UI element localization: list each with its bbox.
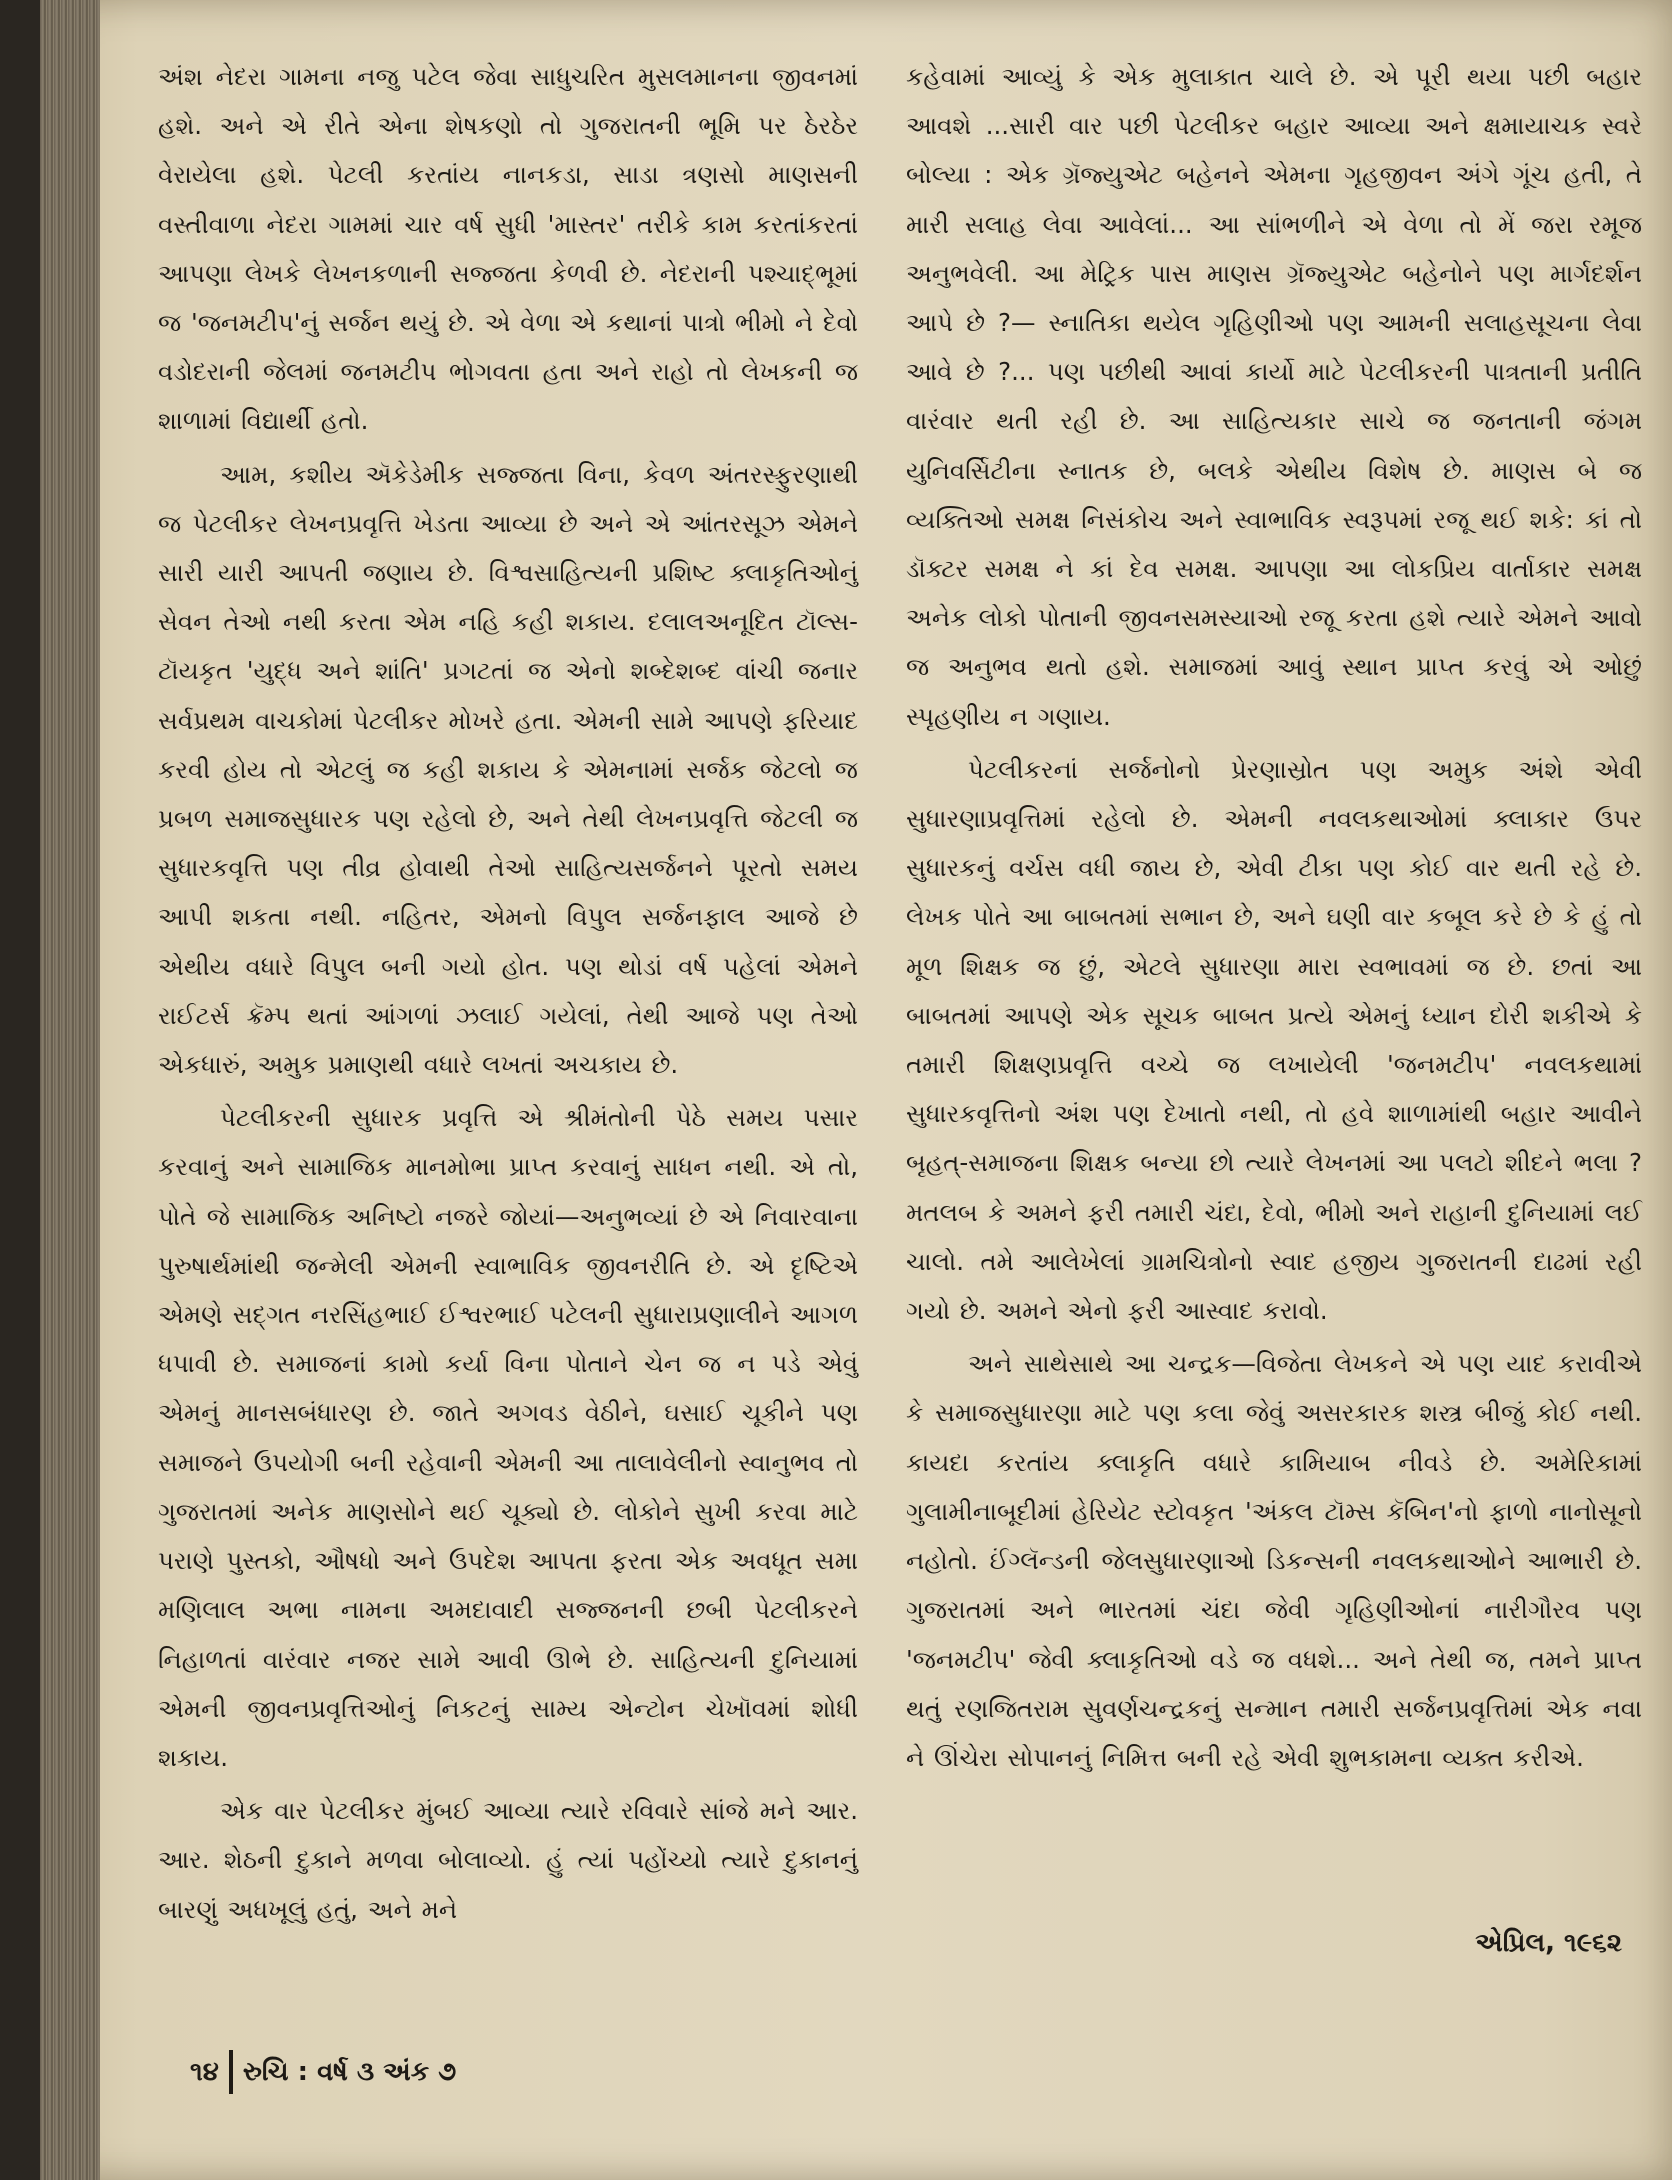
right-paragraph-2: પેટલીકરનાં સર્જનોનો પ્રેરણાસ્રોત પણ અમુક અંશે એવી સુધારણાપ્રવૃત્તિમાં રહેલો છે. એમની નવલકથાઓમાં ક્લાકાર ઉપર સુધારકનું વર્ચસ વધી જાય છે, એવી ટીકા પણ કોઈ વાર થતી રહે છે. લેખક પોતે આ બાબતમાં સભાન છે, અને ઘણી વાર કબૂલ કરે છે કે હું તો મૂળ શિક્ષક જ છું, એટલે સુધારણા મારા સ્વભાવમાં જ છે. છતાં આ બાબતમાં આપણે એક સૂચક બાબત પ્રત્યે એમનું ધ્યાન દોરી શકીએ કે તમારી શિક્ષણપ્રવૃત્તિ વચ્ચે જ લખાયેલી 'જનમટીપ' નવલકથામાં સુધારકવૃત્તિનો અંશ પણ દેખાતો નથી, તો હવે શાળામાંથી બહાર આવીને બૃહત્-સમાજના શિક્ષક બન્યા છો ત્યારે લેખનમાં આ પલટો શીદને ભલા ? મતલબ કે અમને ફરી તમારી ચંદા, દેવો, ભીમો અને રાહાની દુનિયામાં લઈ ચાલો. તમે આલેખેલાં ગ્રામચિત્રોનો સ્વાદ હજીય ગુજરાતની દાઢમાં રહી ગયો છે. અમને એનો ફરી આસ્વાદ કરાવો. [906,754,1642,1326]
left-paragraph-3: પેટલીકરની સુધારક પ્રવૃત્તિ એ શ્રીમંતોની પેઠે સમય પસાર કરવાનું અને સામાજિક માનમોભા પ્રાપ્ત કરવાનું સાધન નથી. એ તો, પોતે જે સામાજિક અનિષ્ટો નજરે જોયાં—અનુભવ્યાં છે એ નિવારવાના પુરુષાર્થમાંથી જન્મેલી એમની સ્વાભાવિક જીવનરીતિ છે. એ દૃષ્ટિએ એમણે સદ્ગત નરસિંહભાઈ ઈશ્વરભાઈ પટેલની સુધારાપ્રણાલીને આગળ ધપાવી છે. સમાજનાં કામો કર્યા વિના પોતાને ચેન જ ન પડે એવું એમનું માનસબંધારણ છે. જાતે અગવડ વેઠીને, ઘસાઈ ચૂકીને પણ સમાજને ઉપયોગી બની રહેવાની એમની આ તાલાવેલીનો સ્વાનુભવ તો ગુજરાતમાં અનેક માણસોને થઈ ચૂક્યો છે. લોકોને સુખી કરવા માટે પરાણે પુસ્તકો, ઔષધો અને ઉપદેશ આપતા ફરતા એક અવધૂત સમા મણિલાલ અભા નામના અમદાવાદી સજ્જનની છબી પેટલીકરને નિહાળતાં વારંવાર નજર સામે આવી ઊભે છે. સાહિત્યની દુનિયામાં એમની જીવનપ્રવૃત્તિઓનું નિકટનું સામ્ય એન્ટોન ચેખૉવમાં શોધી શકાય. [158,1103,858,1772]
page-footer [190,2050,456,2094]
magazine-issue-label: રુચિ : વર્ષ ૩ અંક ૭ [242,2056,457,2087]
left-paragraph-4: એક વાર પેટલીકર મુંબઈ આવ્યા ત્યારે રવિવારે સાંજે મને આર. આર. શેઠની દુકાને મળવા બોલાવ્યો. હું ત્યાં પહોંચ્યો ત્યારે દુકાનનું બારણું અધખૂલું હતું, અને મને [158,1796,858,1924]
magazine-page [40,0,1672,2180]
right-paragraph-3: અને સાથેસાથે આ ચન્દ્રક—વિજેતા લેખકને એ પણ યાદ કરાવીએ કે સમાજસુધારણા માટે પણ કલા જેવું અસરકારક શસ્ત્ર બીજું કોઈ નથી. કાયદા કરતાંય ક્લાકૃતિ વધારે કામિયાબ નીવડે છે. અમેરિકામાં ગુલામીનાબૂદીમાં હેરિયેટ સ્ટોવકૃત 'અંકલ ટૉમ્સ કૅબિન'નો ફાળો નાનોસૂનો નહોતો. ઈંગ્લૅન્ડની જેલસુધારણાઓ ડિકન્સની નવલકથાઓને આભારી છે. ગુજરાતમાં અને ભારતમાં ચંદા જેવી ગૃહિણીઓનાં નારીગૌરવ પણ 'જનમટીપ' જેવી ક્લાકૃતિઓ વડે જ વધશે... અને તેથી જ, તમને પ્રાપ્ત થતું રણજિતરામ સુવર્ણચન્દ્રકનું સન્માન તમારી સર્જનપ્રવૃત્તિમાં એક નવા ને ઊંચેરા સોપાનનું નિમિત્ત બની રહે એવી શુભકામના વ્યક્ત કરીએ. [906,1349,1642,1772]
left-paragraph-2: આમ, કશીય ઍકેડેમીક સજ્જતા વિના, કેવળ અંતરસ્ફુરણાથી જ પેટલીકર લેખનપ્રવૃત્તિ ખેડતા આવ્યા છે અને એ આંતરસૂઝ એમને સારી યારી આપતી જણાય છે. વિશ્વસાહિત્યની પ્રશિષ્ટ ક્લાકૃતિઓનું સેવન તેઓ નથી કરતા એમ નહિ કહી શકાય. દલાલઅનૂદિત ટૉલ્સ-ટૉયકૃત 'યુદ્ધ અને શાંતિ' પ્રગટતાં જ એનો શબ્દેશબ્દ વાંચી જનાર સર્વપ્રથમ વાચકોમાં પેટલીકર મોખરે હતા. એમની સામે આપણે ફરિયાદ કરવી હોય તો એટલું જ કહી શકાય કે એમનામાં સર્જક જેટલો જ પ્રબળ સમાજસુધારક પણ રહેલો છે, અને તેથી લેખનપ્રવૃત્તિ જેટલી જ સુધારકવૃત્તિ પણ તીવ્ર હોવાથી તેઓ સાહિત્યસર્જનને પૂરતો સમય આપી શકતા નથી. નહિતર, એમનો વિપુલ સર્જનફાલ આજે છે એથીય વધારે વિપુલ બની ગયો હોત. પણ થોડાં વર્ષ પહેલાં એમને રાઈટર્સ ક્રૅમ્પ થતાં આંગળાં ઝલાઈ ગયેલાં, તેથી આજે પણ તેઓ એકધારું, અમુક પ્રમાણથી વધારે લખતાં અચકાય છે. [158,459,858,1080]
left-text-column [158,52,858,1934]
page-number: ૧૪ [190,2056,219,2087]
article-date-signoff: એપ્રિલ, ૧૯૬૨ [1475,1928,1622,1958]
right-paragraph-1: કહેવામાં આવ્યું કે એક મુલાકાત ચાલે છે. એ પૂરી થયા પછી બહાર આવશે ...સારી વાર પછી પેટલીકર બહાર આવ્યા અને ક્ષમાયાચક સ્વરે બોલ્યા : એક ગ્રૅજ્યુએટ બહેનને એમના ગૃહજીવન અંગે ગૂંચ હતી, તે મારી સલાહ લેવા આવેલાં... આ સાંભળીને એ વેળા તો મેં જરા રમૂજ અનુભવેલી. આ મેટ્રિક પાસ માણસ ગ્રૅજ્યુએટ બહેનોને પણ માર્ગદર્શન આપે છે ?— સ્નાતિકા થયેલ ગૃહિણીઓ પણ આમની સલાહસૂચના લેવા આવે છે ?... પણ પછીથી આવાં કાર્યો માટે પેટલીકરની પાત્રતાની પ્રતીતિ વારંવાર થતી રહી છે. આ સાહિત્યકાર સાચે જ જનતાની જંગમ યુનિવર્સિટીના સ્નાતક છે, બલકે એથીય વિશેષ છે. માણસ બે જ વ્યક્તિઓ સમક્ષ નિસંકોચ અને સ્વાભાવિક સ્વરૂપમાં રજૂ થઈ શકે: કાં તો ડૉક્ટર સમક્ષ ને કાં દેવ સમક્ષ. આપણા આ લોકપ્રિય વાર્તાકાર સમક્ષ અનેક લોકો પોતાની જીવનસમસ્યાઓ રજૂ કરતા હશે ત્યારે એમને આવો જ અનુભવ થતો હશે. સમાજમાં આવું સ્થાન પ્રાપ્ત કરવું એ ઓછું સ્પૃહણીય ન ગણાય. [906,62,1642,731]
page-stack-edge [40,0,100,2180]
right-text-column [906,52,1642,1782]
footer-divider [229,2050,233,2094]
left-paragraph-1: અંશ નેદરા ગામના નજુ પટેલ જેવા સાધુચરિત મુસલમાનના જીવનમાં હશે. અને એ રીતે એના શેષકણો તો ગુજરાતની ભૂમિ પર ઠેરઠેર વેરાયેલા હશે. પેટલી કરતાંય નાનકડા, સાડા ત્રણસો માણસની વસ્તીવાળા નેદરા ગામમાં ચાર વર્ષ સુધી 'માસ્તર' તરીકે કામ કરતાંકરતાં આપણા લેખકે લેખનકળાની સજ્જતા કેળવી છે. નેદરાની પશ્ચાદ્ભૂમાં જ 'જનમટીપ'નું સર્જન થયું છે. એ વેળા એ કથાનાં પાત્રો ભીમો ને દેવો વડોદરાની જેલમાં જનમટીપ ભોગવતા હતા અને રાહો તો લેખકની જ શાળામાં વિદ્યાર્થી હતો. [158,62,858,436]
